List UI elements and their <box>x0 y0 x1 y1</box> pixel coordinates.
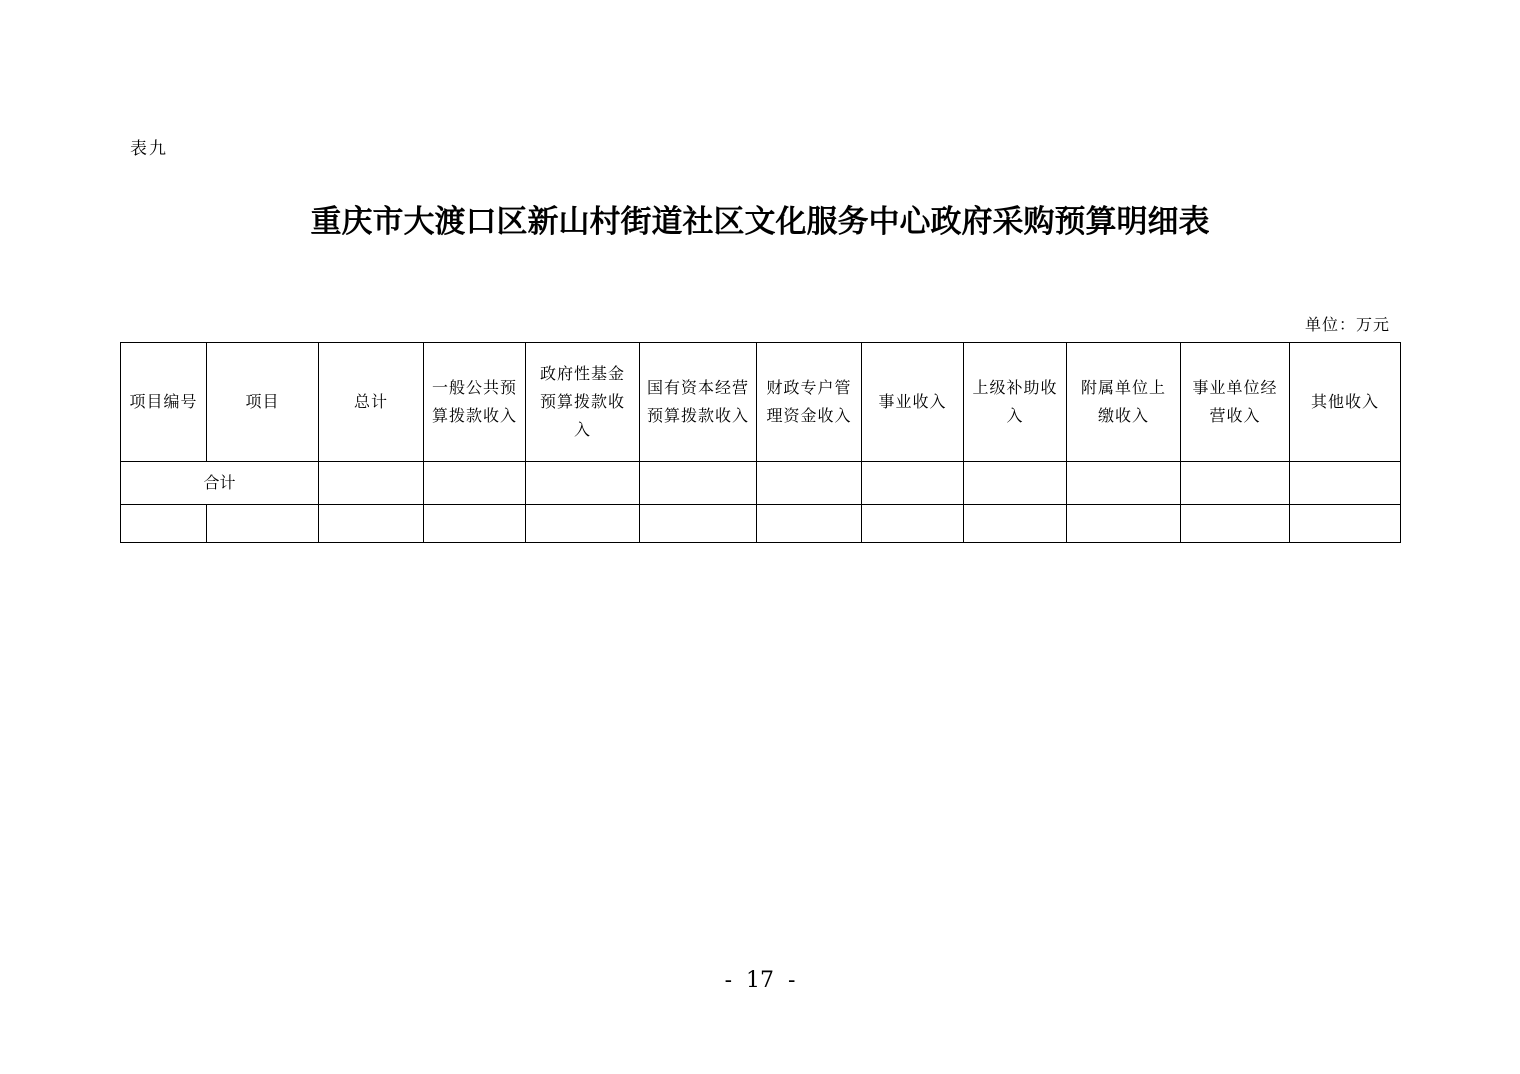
page-number: - 17 - <box>724 968 796 993</box>
table-cell <box>319 462 424 505</box>
table-cell <box>1181 462 1290 505</box>
table-cell <box>1181 505 1290 543</box>
table-cell <box>1290 505 1401 543</box>
table-cell <box>862 505 964 543</box>
table-cell <box>757 462 862 505</box>
header-cell-total: 总计 <box>319 343 424 462</box>
header-row <box>121 343 1401 462</box>
header-cell-business-operation: 事业单位经营收入 <box>1181 343 1290 462</box>
header-cell-project-code: 项目编号 <box>121 343 207 462</box>
table-cell <box>1290 462 1401 505</box>
total-label-cell: 合计 <box>121 462 319 505</box>
table-cell <box>424 462 526 505</box>
header-cell-government-fund: 政府性基金预算拨款收入 <box>526 343 640 462</box>
document-title: 重庆市大渡口区新山村街道社区文化服务中心政府采购预算明细表 <box>310 204 1210 240</box>
header-cell-business-income: 事业收入 <box>862 343 964 462</box>
table-cell <box>207 505 319 543</box>
header-cell-special-account: 财政专户管理资金收入 <box>757 343 862 462</box>
header-cell-project: 项目 <box>207 343 319 462</box>
table-cell <box>1067 462 1181 505</box>
table-cell <box>640 505 757 543</box>
table-cell <box>526 505 640 543</box>
table-cell <box>526 462 640 505</box>
table-cell <box>424 505 526 543</box>
table-cell <box>1067 505 1181 543</box>
table-cell <box>319 505 424 543</box>
table-cell <box>640 462 757 505</box>
total-row <box>121 462 1401 505</box>
table-cell <box>862 462 964 505</box>
table-label: 表九 <box>130 139 168 159</box>
table-cell <box>964 505 1067 543</box>
header-cell-affiliated-remittance: 附属单位上缴收入 <box>1067 343 1181 462</box>
unit-label: 单位：万元 <box>1304 315 1390 334</box>
procurement-budget-table <box>120 342 1401 543</box>
table-cell <box>121 505 207 543</box>
header-cell-state-capital: 国有资本经营预算拨款收入 <box>640 343 757 462</box>
table-cell <box>964 462 1067 505</box>
table-cell <box>757 505 862 543</box>
table-row <box>121 505 1401 543</box>
header-cell-other-income: 其他收入 <box>1290 343 1401 462</box>
header-cell-general-budget: 一般公共预算拨款收入 <box>424 343 526 462</box>
header-cell-superior-subsidy: 上级补助收入 <box>964 343 1067 462</box>
